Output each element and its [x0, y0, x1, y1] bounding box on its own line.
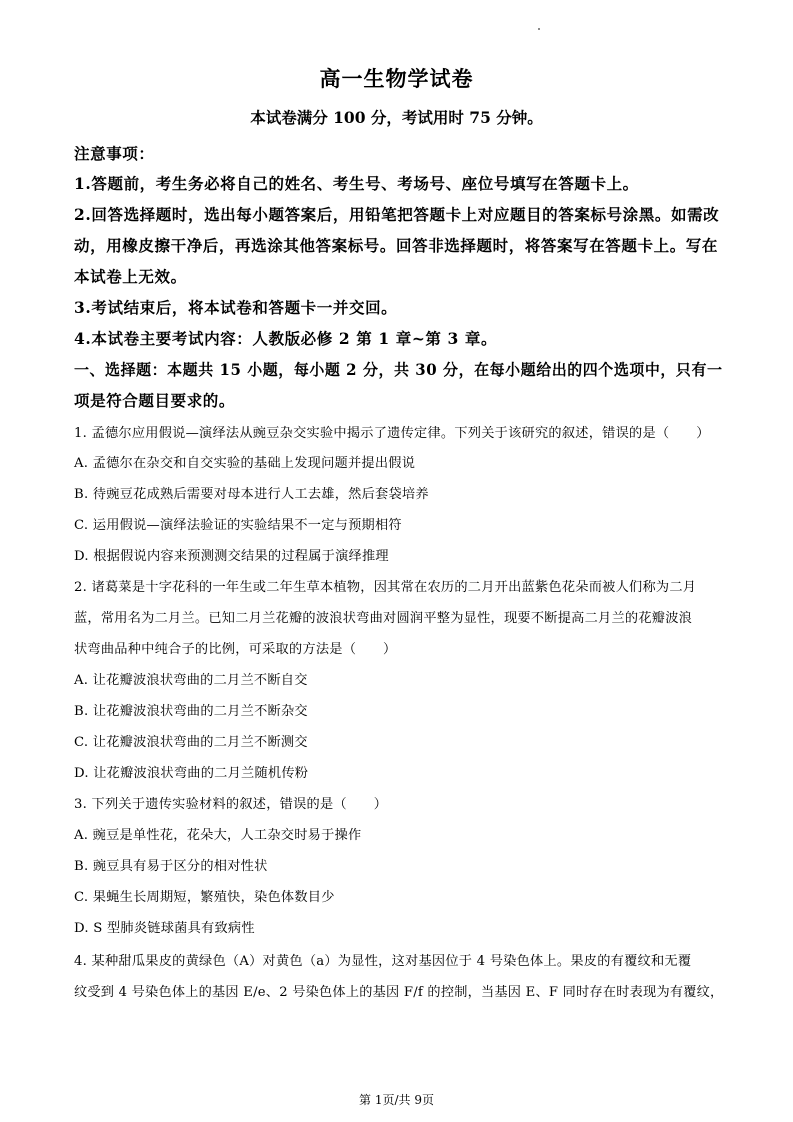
question-2-option-b: B. 让花瓣波浪状弯曲的二月兰不断杂交 [74, 704, 308, 719]
question-4-stem-line-2: 纹受到 4 号染色体上的基因 E/e、2 号染色体上的基因 F/f 的控制，当基因 E、F 同时存在时表现为有覆纹， [74, 985, 724, 1000]
question-2-stem-line-2: 蓝，常用名为二月兰。已知二月兰花瓣的波浪状弯曲对圆润平整为显性，现要不断提高二月兰的花瓣波浪 [74, 611, 693, 626]
notice-item-2-line-1: 2.回答选择题时，选出每小题答案后，用铅笔把答题卡上对应题目的答案标号涂黑。如需改 [74, 205, 720, 224]
notice-item-2-line-3: 本试卷上无效。 [74, 267, 187, 286]
scan-dot [538, 28, 540, 30]
page-number-footer: 第 1页/共 9页 [359, 1093, 434, 1107]
question-1-option-b: B. 待豌豆花成熟后需要对母本进行人工去雄，然后套袋培养 [74, 487, 429, 502]
question-1-option-d: D. 根据假说内容来预测测交结果的过程属于演绎推理 [74, 549, 389, 564]
notice-item-2-line-2: 动，用橡皮擦干净后，再选涂其他答案标号。回答非选择题时，将答案写在答题卡上。写在 [74, 236, 719, 255]
question-2-option-d: D. 让花瓣波浪状弯曲的二月兰随机传粉 [74, 766, 309, 781]
section-heading-line-2: 项是符合题目要求的。 [74, 391, 236, 410]
question-3-option-d: D. S 型肺炎链球菌具有致病性 [74, 921, 255, 936]
question-3-stem: 3. 下列关于遗传实验材料的叙述，错误的是（ ） [74, 797, 388, 812]
question-1-option-a: A. 孟德尔在杂交和自交实验的基础上发现问题并提出假说 [74, 456, 416, 471]
question-2-stem-line-1: 2. 诸葛菜是十字花科的一年生或二年生草本植物，因其常在农历的二月开出蓝紫色花朵而被人们称为二月 [74, 580, 697, 595]
notice-item-4: 4.本试卷主要考试内容：人教版必修 2 第 1 章~第 3 章。 [74, 329, 498, 348]
question-3-option-b: B. 豌豆具有易于区分的相对性状 [74, 859, 268, 874]
notice-item-1: 1.答题前，考生务必将自己的姓名、考生号、考场号、座位号填写在答题卡上。 [74, 174, 639, 193]
question-3-option-c: C. 果蝇生长周期短，繁殖快，染色体数目少 [74, 890, 335, 905]
page-title: 高一生物学试卷 [319, 67, 474, 91]
section-heading-line-1: 一、选择题：本题共 15 小题，每小题 2 分，共 30 分，在每小题给出的四个选项中，只有一 [74, 360, 723, 379]
question-1-stem: 1. 孟德尔应用假说—演绎法从豌豆杂交实验中揭示了遗传定律。下列关于该研究的叙述，错误的是（ ） [74, 426, 710, 441]
question-3-option-a: A. 豌豆是单性花，花朵大，人工杂交时易于操作 [74, 828, 362, 843]
notice-heading: 注意事项： [74, 144, 155, 163]
question-4-stem-line-1: 4. 某种甜瓜果皮的黄绿色（A）对黄色（a）为显性，这对基因位于 4 号染色体上。果皮的有覆纹和无覆 [74, 954, 692, 969]
question-2-stem-line-3: 状弯曲品种中纯合子的比例，可采取的方法是（ ） [74, 642, 397, 657]
question-1-option-c: C. 运用假说—演绎法验证的实验结果不一定与预期相符 [74, 518, 402, 533]
notice-item-3: 3.考试结束后，将本试卷和答题卡一并交回。 [74, 298, 398, 317]
question-2-option-c: C. 让花瓣波浪状弯曲的二月兰不断测交 [74, 735, 308, 750]
exam-subtitle: 本试卷满分 100 分，考试用时 75 分钟。 [250, 108, 543, 127]
question-2-option-a: A. 让花瓣波浪状弯曲的二月兰不断自交 [74, 673, 308, 688]
